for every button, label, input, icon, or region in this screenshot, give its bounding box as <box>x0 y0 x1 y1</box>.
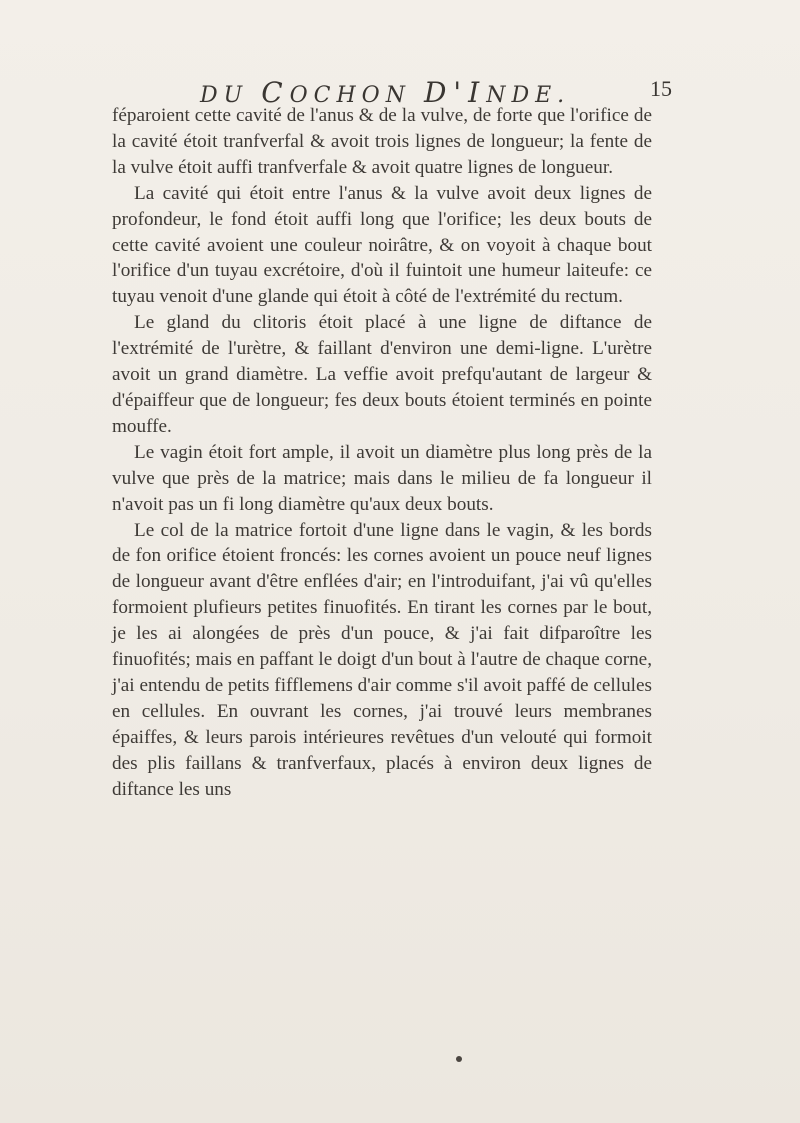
running-head-initial: D'I <box>423 76 487 109</box>
body-text <box>112 103 652 802</box>
paragraph: féparoient cette cavité de l'anus & de la vulve, de forte que l'orifice de la cavité étoit tranfverfal & avoit trois lignes de longueur; la fente de la vulve étoit auffi tranfverfale & avoit quatre lignes de longueur. <box>112 105 652 178</box>
paragraph: Le col de la matrice fortoit d'une ligne dans le vagin, & les bords de fon orifice étoient froncés: les cornes avoient un pouce neuf lignes de longueur avant d'être enflées d'air; en l'introduifant, j'ai vû qu'elles formoient plufieurs petites finuofités. En tirant les cornes par le bout, je les ai alongées de près d'un pouce, & j'ai fait difparoître les finuofités; mais en paffant le doigt d'un bout à l'autre de chaque corne, j'ai entendu de petits fifflemens d'air comme s'il avoit paffé de cellules en cellules. En ouvrant les cornes, j'ai trouvé leurs membranes épaiffes, & leurs parois intérieures revêtues d'un velouté qui formoit des plis faillans & tranfverfaux, placés à environ deux lignes de diftance les uns <box>112 519 652 800</box>
running-head-part: OCHON <box>289 83 424 108</box>
paragraph: Le gland du clitoris étoit placé à une ligne de diftance de l'extrémité de l'urètre, & faillant d'environ une demi-ligne. L'urètre avoit un grand diamètre. La veffie avoit prefqu'autant de largeur & d'épaiffeur que de longueur; fes deux bouts étoient terminés en pointe mouffe. <box>112 312 652 437</box>
paragraph: Le vagin étoit fort ample, il avoit un diamètre plus long près de la vulve que près de la matrice; mais dans le milieu de fa longueur il n'avoit pas un fi long diamètre qu'aux deux bouts. <box>112 441 652 515</box>
page-number: 15 <box>650 76 672 101</box>
running-head-part: DU <box>200 83 262 108</box>
paragraph: La cavité qui étoit entre l'anus & la vulve avoit deux lignes de profondeur, le fond étoit auffi long que l'orifice; les deux bouts de cette cavité avoient une couleur noirâtre, & on voyoit à chaque bout l'orifice d'un tuyau excrétoire, d'où il fuintoit une humeur laiteufe: ce tuyau venoit d'une glande qui étoit à côté de l'extrémité du rectum. <box>112 182 652 308</box>
running-head-part: NDE. <box>486 83 571 108</box>
printer-mark <box>456 1056 462 1062</box>
running-head-initial: C <box>261 76 290 109</box>
